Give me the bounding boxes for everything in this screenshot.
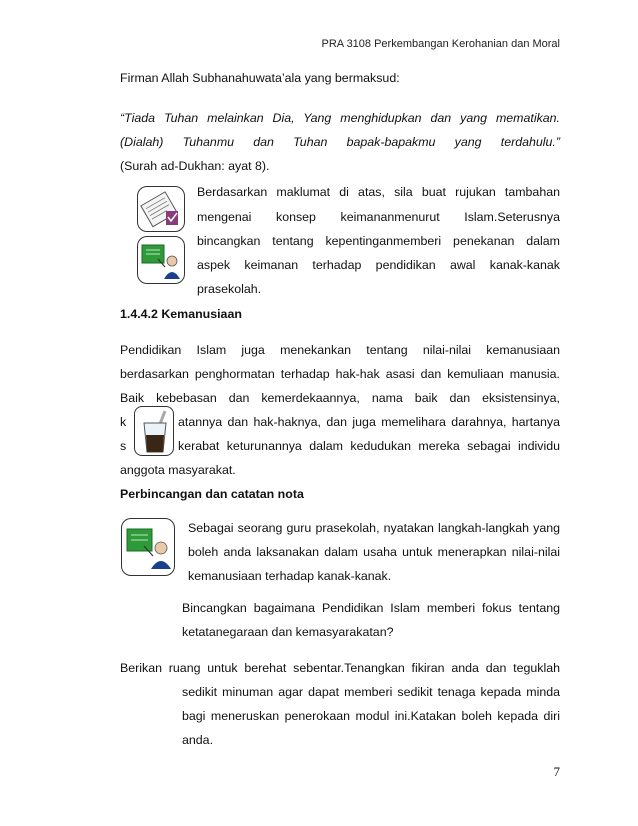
kemanusiaan-line-6: anggota masyarakat. [120,463,236,477]
rest-line-2: sedikit minuman agar dapat memberi sedikit tenaga kepada minda [182,685,560,699]
kemanusiaan-line-5-start: s [120,439,127,453]
task1-line-4: aspek keimanan terhadap pendidikan awal kanak-kanak [197,258,560,272]
task1-line-3: bincangkan tentang kepentinganmemberi penekanan dalam [197,234,560,248]
task1-line-2: mengenai konsep keimananmenurut Islam.Seterusnya [197,210,560,224]
kemanusiaan-line-3: Baik kebebasan dan kemerdekaannya, nama baik dan eksistensinya, [120,391,560,405]
running-header: PRA 3108 Perkembangan Kerohanian dan Moral [321,38,560,50]
rest-line-4: anda. [182,733,214,747]
section-heading: 1.4.4.2 Kemanusiaan [120,307,242,321]
quote-line-1: “Tiada Tuhan melainkan Dia, Yang menghidupkan dan yang mematikan. [120,111,560,125]
task1-line-5: prasekolah. [197,282,262,296]
discussion-presenter-icon [121,518,175,576]
reference-notes-icon [137,186,185,232]
discussion-heading: Perbincangan dan catatan nota [120,487,304,501]
quote-intro: Firman Allah Subhanahuwata’ala yang bermaksud: [120,71,400,85]
quote-source: (Surah ad-Dukhan: ayat 8). [120,159,270,173]
discussion-presenter-icon [137,236,185,284]
task3-line-2: ketatanegaraan dan kemasyarakatan? [182,625,394,639]
kemanusiaan-line-5: kerabat keturunannya dalam kedudukan mereka sebagai individu [178,439,560,453]
task1-line-1: Berdasarkan maklumat di atas, sila buat rujukan tambahan [197,185,560,199]
rest-line-3: bagi meneruskan penerokaan modul ini.Katakan boleh kepada diri [182,709,560,723]
task2-line-3: kemanusiaan terhadap kanak-kanak. [188,569,392,583]
rest-line-1: Berikan ruang untuk berehat sebentar.Tenangkan fikiran anda dan teguklah [120,661,560,675]
kemanusiaan-line-2: berdasarkan penghormatan terhadap hak-hak asasi dan kemuliaan manusia. [120,367,560,381]
kemanusiaan-line-4: atannya dan hak-haknya, dan juga memelihara darahnya, hartanya [178,415,560,429]
drink-glass-icon [134,406,174,456]
task3-line-1: Bincangkan bagaimana Pendidikan Islam memberi fokus tentang [182,601,560,615]
kemanusiaan-line-4-start: k [120,415,127,429]
kemanusiaan-line-1: Pendidikan Islam juga menekankan tentang nilai-nilai kemanusiaan [120,343,560,357]
page-number: 7 [553,764,560,779]
quote-line-2: (Dialah) Tuhanmu dan Tuhan bapak-bapakmu yang terdahulu.” [120,135,560,149]
task2-line-2: boleh anda laksanakan dalam usaha untuk menerapkan nilai-nilai [188,545,560,559]
task2-line-1: Sebagai seorang guru prasekolah, nyatakan langkah-langkah yang [188,521,560,535]
